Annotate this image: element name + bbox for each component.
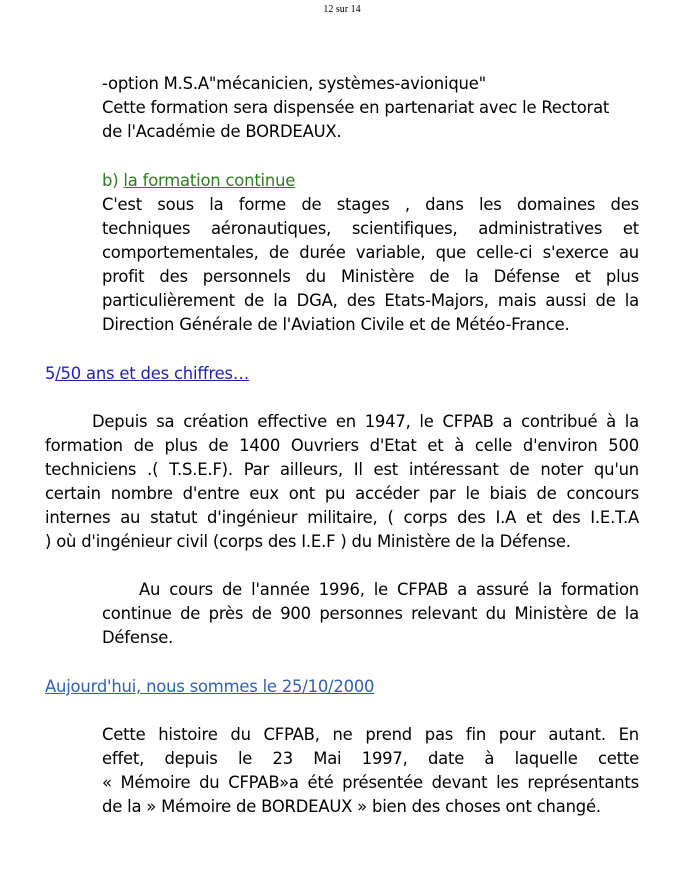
section-b-prefix: b) — [102, 171, 124, 190]
section-b-line-4: profit des personnels du Ministère de la Défense et plus — [102, 267, 639, 286]
intro-line-1: -option M.S.A"mécanicien, systèmes-avionique" — [102, 74, 486, 93]
section-b-line-6: Direction Générale de l'Aviation Civile et de Météo-France. — [102, 315, 570, 334]
section-today-line-3: « Mémoire du CFPAB»a été présentée devant les représentants — [102, 773, 639, 792]
section-today-line-2: effet, depuis le 23 Mai 1997, date à laquelle cette — [102, 749, 639, 768]
section-5-p1-line-5: internes au statut d'ingénieur militaire, ( corps des I.A et des I.E.T.A — [45, 508, 639, 527]
section-today-line-1: Cette histoire du CFPAB, ne prend pas fin pour autant. En — [102, 725, 639, 744]
section-b-title: la formation continue — [123, 171, 296, 190]
section-5-p1-line-3: techniciens .( T.S.E.F). Par ailleurs, Il est intéressant de noter qu'un — [45, 460, 639, 479]
section-b-line-2: techniques aéronautiques, scientifiques, administratives et — [102, 219, 639, 238]
section-5-heading — [45, 362, 249, 385]
section-5-title: /50 ans et des chiffres… — [55, 364, 250, 383]
intro-line-3: de l'Académie de BORDEAUX. — [102, 122, 342, 141]
page-number: 12 sur 14 — [323, 4, 361, 15]
section-5-p1-line-1: Depuis sa création effective en 1947, le CFPAB a contribué à la — [92, 412, 639, 431]
section-b-line-5: particulièrement de la DGA, des Etats-Majors, mais aussi de la — [102, 291, 639, 310]
section-today-line-4: de la » Mémoire de BORDEAUX » bien des choses ont changé. — [102, 797, 601, 816]
section-5-p2-line-3: Défense. — [102, 628, 174, 647]
section-5-p1-line-4: certain nombre d'entre eux ont pu accéder par le biais de concours — [45, 484, 639, 503]
section-5-p1-line-6: ) où d'ingénieur civil (corps des I.E.F ) du Ministère de la Défense. — [45, 532, 571, 551]
section-5-p2-line-2: continue de près de 900 personnes relevant du Ministère de la — [102, 604, 639, 623]
section-5-p1-line-2: formation de plus de 1400 Ouvriers d'Etat et à celle d'environ 500 — [45, 436, 639, 455]
section-today-heading: Aujourd'hui, nous sommes le 25/10/2000 — [45, 677, 375, 696]
section-5-p2-line-1: Au cours de l'année 1996, le CFPAB a assuré la formation — [139, 580, 639, 599]
section-b-line-3: comportementales, de durée variable, que celle-ci s'exerce au — [102, 243, 639, 262]
section-b-line-1: C'est sous la forme de stages , dans les domaines des — [102, 195, 639, 214]
section-5-prefix: 5 — [45, 364, 56, 383]
intro-line-2: Cette formation sera dispensée en partenariat avec le Rectorat — [102, 98, 610, 117]
section-b-heading — [102, 169, 295, 192]
